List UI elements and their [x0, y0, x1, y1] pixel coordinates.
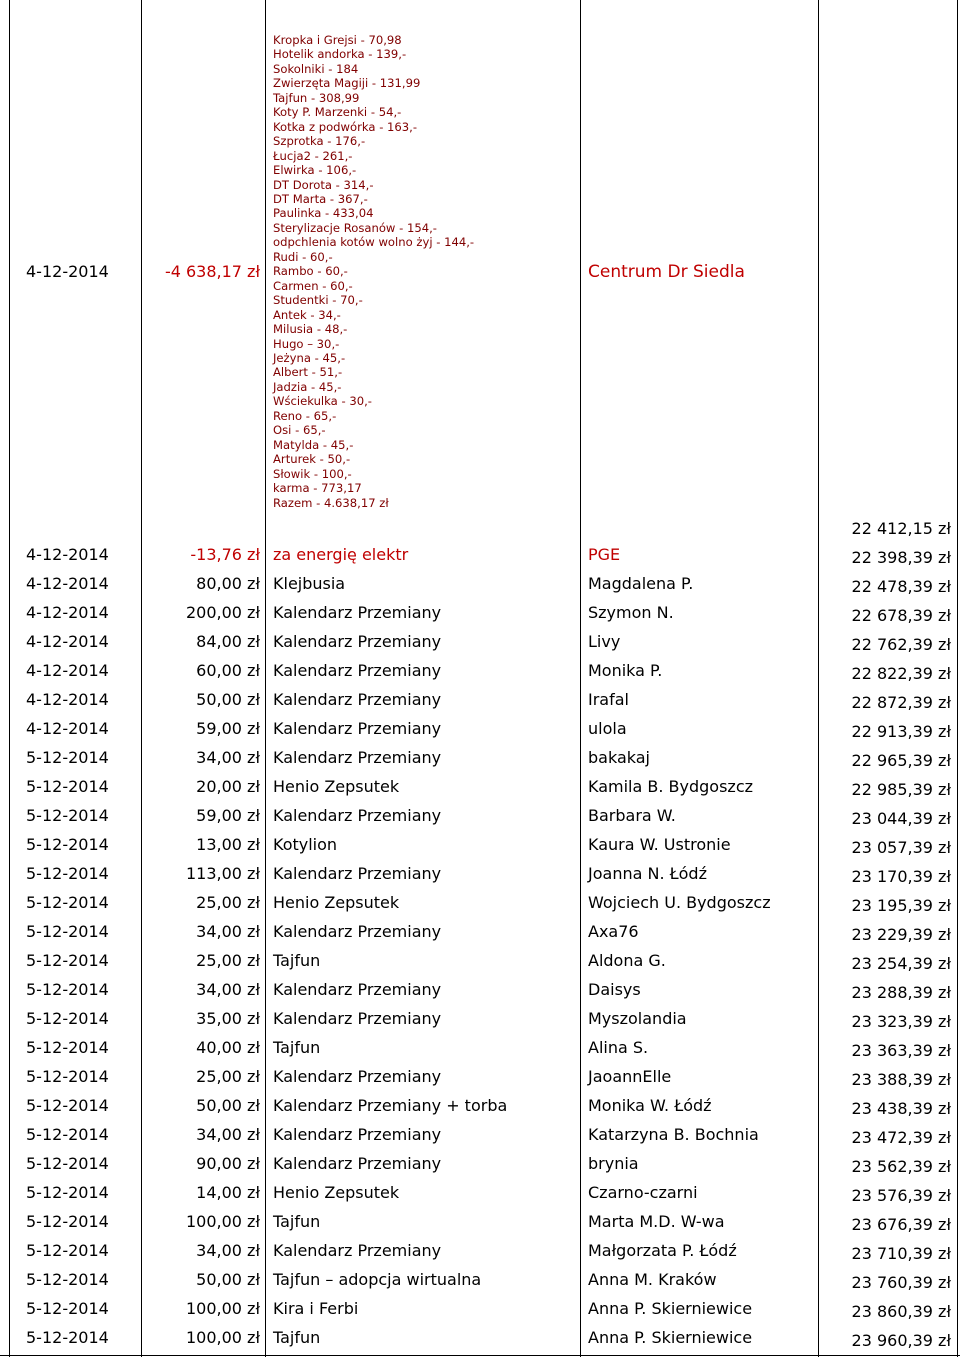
row-donor: Szymon N.	[588, 603, 674, 622]
row-description: Kotylion	[273, 835, 338, 854]
row-description: Kira i Ferbi	[273, 1299, 359, 1318]
row-balance: 23 576,39 zł	[851, 1186, 951, 1205]
row-amount: 100,00 zł	[185, 1212, 260, 1231]
expense-breakdown-item: Carmen - 60,-	[273, 278, 353, 293]
expense-breakdown-item: odpchlenia kotów wolno żyj - 144,-	[273, 235, 475, 250]
expense-breakdown-item: Szprotka - 176,-	[273, 134, 366, 149]
row-balance: 23 254,39 zł	[851, 954, 951, 973]
row-date: 4-12-2014	[26, 574, 109, 593]
row-date: 5-12-2014	[26, 951, 109, 970]
row-date: 5-12-2014	[26, 1009, 109, 1028]
row-balance: 22 822,39 zł	[851, 664, 951, 683]
row-description: Henio Zepsutek	[273, 1183, 400, 1202]
row-amount: 35,00 zł	[196, 1009, 260, 1028]
row-date: 5-12-2014	[26, 1299, 109, 1318]
row-donor: Axa76	[588, 922, 639, 941]
row-balance: 22 478,39 zł	[851, 577, 951, 596]
expense-breakdown-item: Jeżyna - 45,-	[273, 350, 346, 365]
row-balance: 23 438,39 zł	[851, 1099, 951, 1118]
row-donor: Małgorzata P. Łódź	[588, 1241, 737, 1260]
row-donor: bakakaj	[588, 748, 650, 767]
row-balance: 23 388,39 zł	[851, 1070, 951, 1089]
row-donor: JaoannElle	[588, 1067, 672, 1086]
expense-breakdown-item: karma - 773,17	[273, 481, 362, 496]
row-donor: Livy	[588, 632, 621, 651]
row-balance: 23 323,39 zł	[851, 1012, 951, 1031]
row-balance: 22 872,39 zł	[851, 693, 951, 712]
row-donor: Marta M.D. W-wa	[588, 1212, 725, 1231]
row-donor: Anna P. Skierniewice	[588, 1328, 753, 1347]
row-description: Kalendarz Przemiany	[273, 1009, 442, 1028]
row-amount: 34,00 zł	[196, 1125, 260, 1144]
expense-breakdown-item: Antek - 34,-	[273, 307, 341, 322]
row-balance: 23 472,39 zł	[851, 1128, 951, 1147]
row-amount: 200,00 zł	[185, 603, 260, 622]
row-amount: -4 638,17 zł	[164, 262, 260, 281]
row-balance: 23 760,39 zł	[851, 1273, 951, 1292]
row-amount: 50,00 zł	[196, 1096, 260, 1115]
expense-breakdown-item: Rudi - 60,-	[273, 249, 333, 264]
row-description: Kalendarz Przemiany	[273, 980, 442, 999]
expense-breakdown-item: Osi - 65,-	[273, 423, 326, 438]
row-amount: 80,00 zł	[196, 574, 260, 593]
row-balance: 22 762,39 zł	[851, 635, 951, 654]
row-balance: 23 170,39 zł	[851, 867, 951, 886]
expense-breakdown-item: Matylda - 45,-	[273, 437, 354, 452]
row-date: 5-12-2014	[26, 1096, 109, 1115]
expense-breakdown-item: Wściekulka - 30,-	[273, 394, 372, 409]
row-description: Kalendarz Przemiany	[273, 1154, 442, 1173]
column-divider-description	[580, 0, 581, 1357]
row-date: 4-12-2014	[26, 603, 109, 622]
row-date: 5-12-2014	[26, 1212, 109, 1231]
row-balance: 23 363,39 zł	[851, 1041, 951, 1060]
row-balance: 23 960,39 zł	[851, 1331, 951, 1350]
row-amount: 34,00 zł	[196, 1241, 260, 1260]
row-donor: Wojciech U. Bydgoszcz	[588, 893, 771, 912]
row-description: za energię elektr	[273, 545, 409, 564]
row-amount: 34,00 zł	[196, 922, 260, 941]
row-balance: 23 860,39 zł	[851, 1302, 951, 1321]
row-balance: 22 965,39 zł	[851, 751, 951, 770]
expense-breakdown-item: Studentki - 70,-	[273, 293, 363, 308]
expense-breakdown-item: Jadzia - 45,-	[273, 379, 342, 394]
row-description: Kalendarz Przemiany	[273, 1241, 442, 1260]
row-donor: Katarzyna B. Bochnia	[588, 1125, 759, 1144]
row-description: Kalendarz Przemiany	[273, 748, 442, 767]
row-date: 5-12-2014	[26, 922, 109, 941]
row-amount: 14,00 zł	[196, 1183, 260, 1202]
expense-breakdown-item: Kropka i Grejsi - 70,98	[273, 33, 402, 47]
row-donor: Aldona G.	[588, 951, 666, 970]
row-balance: 23 229,39 zł	[851, 925, 951, 944]
row-amount: 59,00 zł	[196, 719, 260, 738]
row-amount: 34,00 zł	[196, 980, 260, 999]
row-date: 4-12-2014	[26, 262, 109, 281]
row-amount: 25,00 zł	[196, 1067, 260, 1086]
row-amount: 84,00 zł	[196, 632, 260, 651]
expense-breakdown-item: Elwirka - 106,-	[273, 163, 357, 178]
row-recipient: Centrum Dr Siedla	[588, 262, 745, 282]
row-balance: 23 057,39 zł	[851, 838, 951, 857]
expense-breakdown-item: Milusia - 48,-	[273, 322, 348, 337]
row-donor: Kamila B. Bydgoszcz	[588, 777, 754, 796]
row-description: Kalendarz Przemiany	[273, 661, 442, 680]
row-date: 5-12-2014	[26, 806, 109, 825]
row-donor: Kaura W. Ustronie	[588, 835, 731, 854]
row-balance: 22 985,39 zł	[851, 780, 951, 799]
row-description: Kalendarz Przemiany	[273, 922, 442, 941]
row-description: Tajfun	[273, 1212, 321, 1231]
row-amount: -13,76 zł	[190, 545, 260, 564]
balance-after-expense: 22 412,15 zł	[851, 519, 951, 538]
row-date: 5-12-2014	[26, 1183, 109, 1202]
table-border-right	[957, 0, 958, 1357]
row-donor: Barbara W.	[588, 806, 676, 825]
row-donor: Daisys	[588, 980, 641, 999]
row-description: Kalendarz Przemiany	[273, 603, 442, 622]
row-date: 5-12-2014	[26, 1328, 109, 1347]
row-date: 5-12-2014	[26, 1067, 109, 1086]
row-date: 5-12-2014	[26, 864, 109, 883]
row-donor: Czarno-czarni	[588, 1183, 698, 1202]
row-description: Kalendarz Przemiany + torba	[273, 1096, 508, 1115]
row-description: Tajfun – adopcja wirtualna	[273, 1270, 482, 1289]
row-balance: 22 398,39 zł	[851, 548, 951, 567]
row-description: Henio Zepsutek	[273, 893, 400, 912]
row-description: Kalendarz Przemiany	[273, 1125, 442, 1144]
row-date: 5-12-2014	[26, 1038, 109, 1057]
row-balance: 23 288,39 zł	[851, 983, 951, 1002]
row-donor: brynia	[588, 1154, 639, 1173]
row-date: 5-12-2014	[26, 980, 109, 999]
row-balance: 23 562,39 zł	[851, 1157, 951, 1176]
column-divider-donor	[818, 0, 819, 1357]
expense-breakdown-item: Albert - 51,-	[273, 365, 343, 380]
column-divider-date	[141, 0, 142, 1357]
row-donor: PGE	[588, 545, 621, 564]
row-amount: 20,00 zł	[196, 777, 260, 796]
expense-breakdown-item: Kotka z podwórka - 163,-	[273, 119, 418, 134]
row-donor: Myszolandia	[588, 1009, 687, 1028]
row-date: 5-12-2014	[26, 835, 109, 854]
expense-breakdown-item: Zwierzęta Magiji - 131,99	[273, 76, 421, 91]
row-donor: Anna M. Kraków	[588, 1270, 717, 1289]
row-description: Kalendarz Przemiany	[273, 1067, 442, 1086]
row-amount: 25,00 zł	[196, 951, 260, 970]
row-amount: 60,00 zł	[196, 661, 260, 680]
row-description: Kalendarz Przemiany	[273, 719, 442, 738]
row-description: Kalendarz Przemiany	[273, 632, 442, 651]
row-donor: Irafal	[588, 690, 629, 709]
row-description: Kalendarz Przemiany	[273, 806, 442, 825]
row-balance: 22 678,39 zł	[851, 606, 951, 625]
expense-breakdown-item: Łucja2 - 261,-	[273, 148, 353, 163]
row-amount: 50,00 zł	[196, 1270, 260, 1289]
row-donor: ulola	[588, 719, 627, 738]
row-balance: 23 676,39 zł	[851, 1215, 951, 1234]
row-amount: 100,00 zł	[185, 1328, 260, 1347]
row-date: 4-12-2014	[26, 545, 109, 564]
row-date: 4-12-2014	[26, 719, 109, 738]
row-date: 5-12-2014	[26, 1270, 109, 1289]
expense-breakdown-list	[273, 33, 474, 510]
expense-breakdown-item: Hotelik andorka - 139,-	[273, 47, 407, 62]
expense-breakdown-item: Reno - 65,-	[273, 408, 337, 423]
expense-breakdown-item: Sokolniki - 184	[273, 61, 359, 76]
row-balance: 22 913,39 zł	[851, 722, 951, 741]
row-donor: Monika W. Łódź	[588, 1096, 712, 1115]
row-balance: 23 195,39 zł	[851, 896, 951, 915]
row-amount: 25,00 zł	[196, 893, 260, 912]
row-date: 5-12-2014	[26, 748, 109, 767]
row-amount: 113,00 zł	[185, 864, 260, 883]
expense-breakdown-item: Sterylizacje Rosanów - 154,-	[273, 220, 437, 235]
row-balance: 23 044,39 zł	[851, 809, 951, 828]
row-amount: 34,00 zł	[196, 748, 260, 767]
row-amount: 50,00 zł	[196, 690, 260, 709]
expense-breakdown-item: Hugo – 30,-	[273, 336, 340, 351]
row-donor: Alina S.	[588, 1038, 649, 1057]
expense-breakdown-item: Rambo - 60,-	[273, 264, 348, 279]
expense-breakdown-item: DT Marta - 367,-	[273, 191, 368, 206]
row-description: Tajfun	[273, 1038, 321, 1057]
row-donor: Magdalena P.	[588, 574, 694, 593]
expense-breakdown-item: Słowik - 100,-	[273, 466, 352, 481]
expense-breakdown-item: Tajfun - 308,99	[273, 90, 360, 105]
row-date: 5-12-2014	[26, 1154, 109, 1173]
row-donor: Monika P.	[588, 661, 663, 680]
row-amount: 100,00 zł	[185, 1299, 260, 1318]
expense-breakdown-item: Razem - 4.638,17 zł	[273, 495, 389, 510]
expense-breakdown-item: DT Dorota - 314,-	[273, 177, 374, 192]
row-amount: 59,00 zł	[196, 806, 260, 825]
row-amount: 90,00 zł	[196, 1154, 260, 1173]
row-amount: 13,00 zł	[196, 835, 260, 854]
row-description: Klejbusia	[273, 574, 346, 593]
row-date: 5-12-2014	[26, 777, 109, 796]
column-divider-amount	[265, 0, 266, 1357]
row-date: 5-12-2014	[26, 1125, 109, 1144]
row-balance: 23 710,39 zł	[851, 1244, 951, 1263]
row-donor: Anna P. Skierniewice	[588, 1299, 753, 1318]
row-date: 4-12-2014	[26, 661, 109, 680]
table-border-bottom	[0, 1355, 960, 1356]
table-border-left	[9, 0, 10, 1357]
row-description: Kalendarz Przemiany	[273, 864, 442, 883]
row-date: 4-12-2014	[26, 690, 109, 709]
row-description: Tajfun	[273, 951, 321, 970]
row-date: 5-12-2014	[26, 1241, 109, 1260]
row-amount: 40,00 zł	[196, 1038, 260, 1057]
row-description: Tajfun	[273, 1328, 321, 1347]
row-description: Kalendarz Przemiany	[273, 690, 442, 709]
row-donor: Joanna N. Łódź	[588, 864, 707, 883]
row-date: 5-12-2014	[26, 893, 109, 912]
row-description: Henio Zepsutek	[273, 777, 400, 796]
expense-breakdown-item: Arturek - 50,-	[273, 452, 351, 467]
expense-breakdown-item: Koty P. Marzenki - 54,-	[273, 105, 402, 120]
row-date: 4-12-2014	[26, 632, 109, 651]
expense-breakdown-item: Paulinka - 433,04	[273, 206, 374, 221]
